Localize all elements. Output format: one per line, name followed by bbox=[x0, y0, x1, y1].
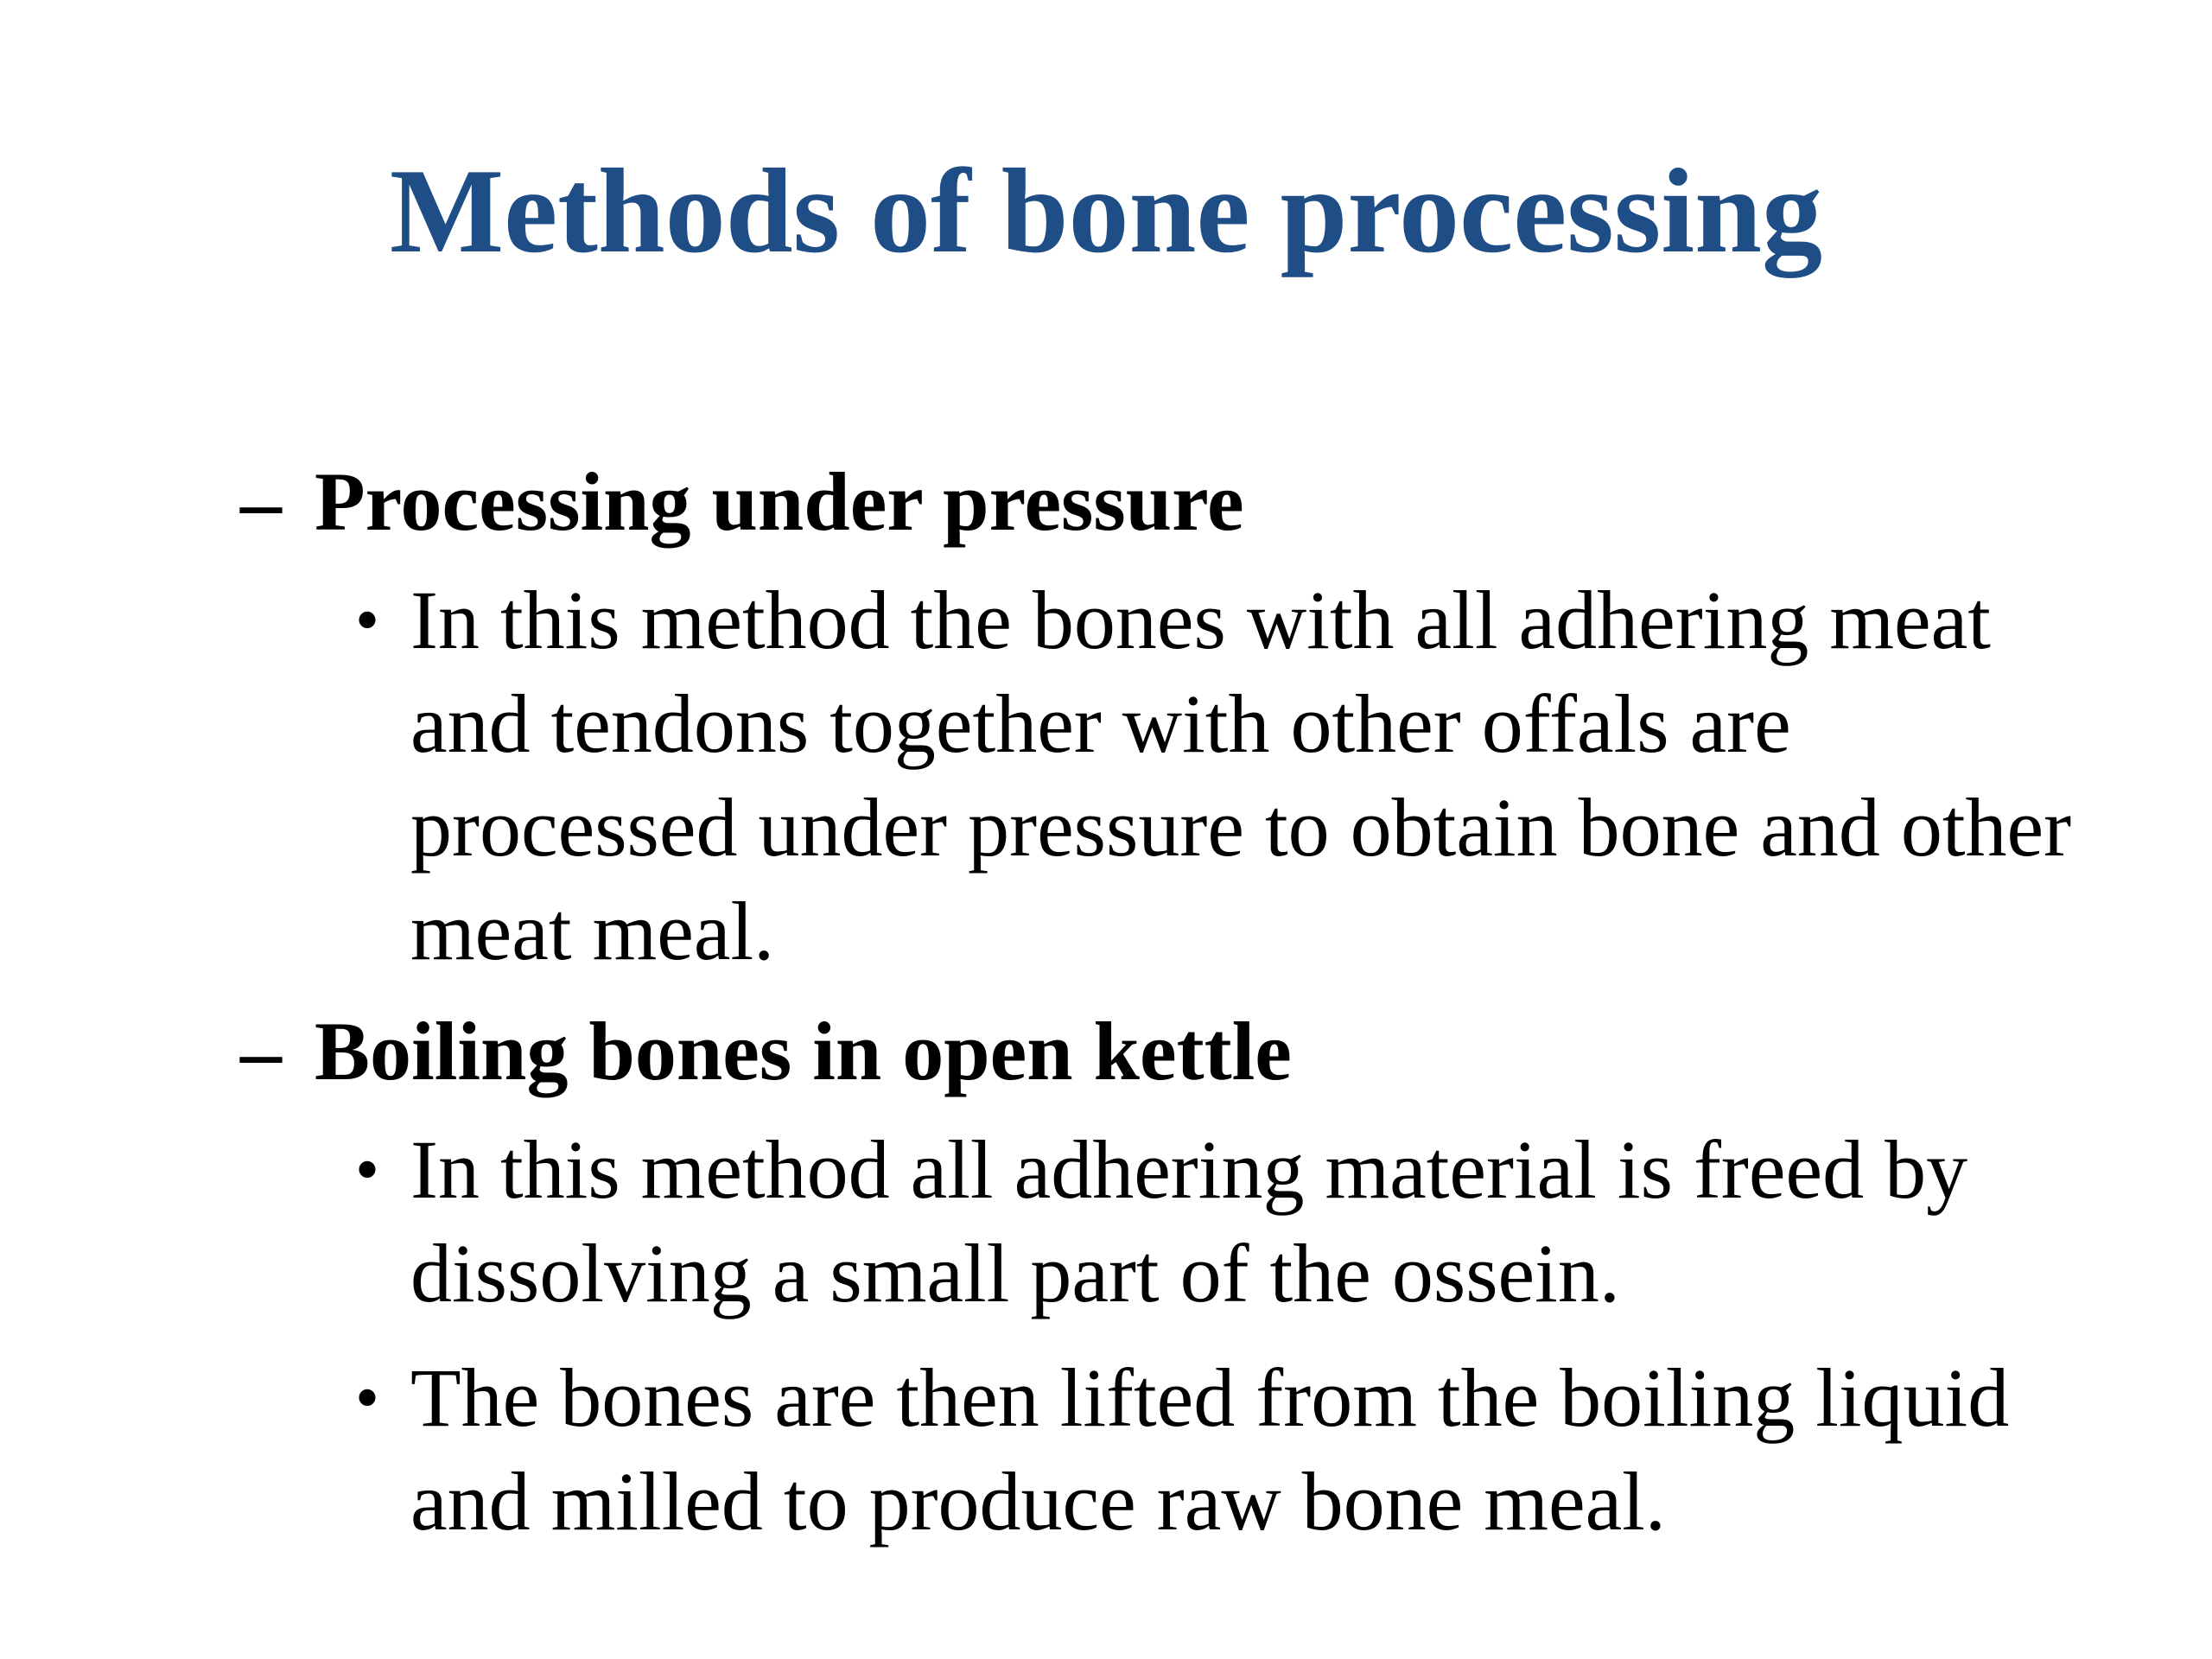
bullet-item bbox=[355, 1346, 2193, 1554]
section-boiling-bones bbox=[240, 997, 2193, 1554]
dash-marker: – bbox=[240, 455, 282, 548]
dash-marker: – bbox=[240, 1005, 282, 1097]
section-heading bbox=[240, 997, 2193, 1106]
section-processing-under-pressure bbox=[240, 448, 2193, 983]
section-heading-label: Boiling bones in open kettle bbox=[315, 1005, 1292, 1097]
bullet-marker: • bbox=[355, 1132, 380, 1208]
bullet-list bbox=[355, 569, 2193, 983]
bullet-item bbox=[355, 569, 2193, 983]
bullet-text: The bones are then lifted from the boiling liquid and milled to produce raw bone meal. bbox=[410, 1351, 2010, 1548]
section-heading-label: Processing under pressure bbox=[315, 455, 1244, 548]
bullet-text: In this method the bones with all adhering meat and tendons together with other offals are processed under pressure to obtain bone and other meat meal. bbox=[410, 574, 2072, 977]
bullet-item bbox=[355, 1118, 2193, 1325]
section-heading bbox=[240, 448, 2193, 556]
bullet-text: In this method all adhering material is freed by dissolving a small part of the ossein. bbox=[410, 1123, 1968, 1319]
bullet-list bbox=[355, 1118, 2193, 1554]
bullet-marker: • bbox=[355, 1360, 380, 1436]
bullet-marker: • bbox=[355, 582, 380, 658]
slide-title: Methods of bone processing bbox=[389, 144, 1823, 278]
slide-content bbox=[240, 448, 2193, 1554]
